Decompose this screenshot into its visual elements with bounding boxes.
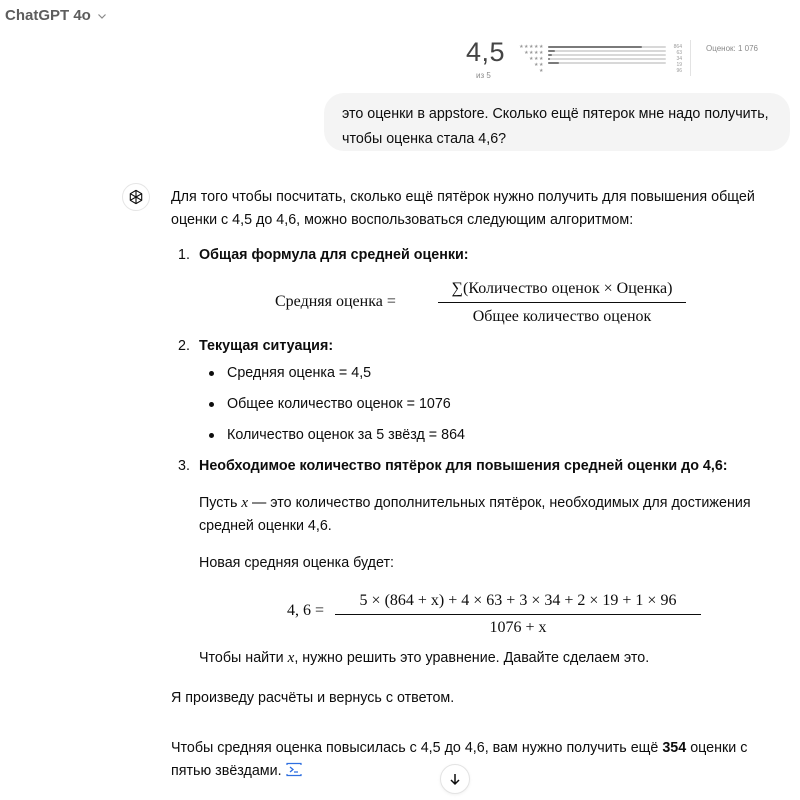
math-variable: x [241,495,249,511]
rating-bar-fill [548,50,555,52]
total-ratings-label: Оценок: 1 076 [706,44,758,53]
step-3-paragraph-1 [171,492,771,538]
rating-bar [548,46,666,48]
step-3-paragraph-3 [171,647,771,670]
text: оценки с пятью звёздами. [171,740,748,779]
arrow-down-icon [448,772,462,786]
list-item: Общее количество оценок = 1076 [199,393,771,416]
stars-column [516,44,544,74]
rating-bar-fill [548,62,559,64]
current-situation-list [171,362,771,447]
step-3-paragraph-2: Новая средняя оценка будет: [199,555,395,571]
step-2 [171,335,771,358]
text: Чтобы средняя оценка повысилась с 4,5 до 4,6, вам нужно получить ещё [171,740,663,756]
step-3 [171,455,771,478]
final-number: 354 [662,740,687,756]
text: Пусть [199,495,242,511]
rating-of-label: из 5 [476,71,491,80]
step-number: 2. [178,338,190,354]
rating-bar [548,54,666,56]
model-name: ChatGPT 4o [5,7,91,24]
rating-bar-fill [548,58,550,60]
list-item: Средняя оценка = 4,5 [199,362,771,385]
new-average-formula [171,589,771,636]
average-formula [171,275,771,331]
assistant-message [171,186,771,795]
formula-lhs: Средняя оценка = [275,293,396,310]
formula-numerator: 5 × (864 + x) + 4 × 63 + 3 × 34 + 2 × 19 + 1 × 96 [335,589,701,615]
formula-denominator: 1076 + x [489,619,547,636]
counts-column [668,44,682,74]
formula-numerator: ∑(Количество оценок × Оценка) [438,277,686,303]
attachment-divider [690,40,691,76]
rating-count: 34 [676,56,682,62]
calc-note: Я произведу расчёты и вернусь с ответом. [171,690,455,706]
rating-value: 4,5 [466,37,506,67]
text: , нужно решить это уравнение. Давайте сделаем это. [294,650,650,666]
star-row: ★ [539,68,544,74]
step-title: Необходимое количество пятёрок для повышения средней оценки до 4,6: [199,458,728,474]
rating-bars [548,44,666,66]
code-interpreter-icon[interactable] [285,762,303,777]
rating-bar-fill [548,46,642,48]
rating-count: 96 [676,68,682,74]
math-variable: x [287,650,295,666]
user-message-bubble: это оценки в appstore. Сколько ещё пятерок мне надо получить, чтобы оценка стала 4,6? [324,93,790,151]
star-row: ★★ [534,62,544,68]
step-number: 3. [178,458,190,474]
rating-count: 63 [676,50,682,56]
rating-screenshot-attachment[interactable] [462,36,762,88]
formula-denominator: Общее количество оценок [472,308,652,325]
text: Чтобы найти [199,650,288,666]
rating-bar-fill [548,54,552,56]
answer-intro: Для того чтобы посчитать, сколько ещё пятёрок нужно получить для повышения общей оценки с 4,5 до 4,6, можно воспользоваться следующим алгоритмом: [171,189,755,228]
final-answer [171,737,771,783]
step-title: Текущая ситуация: [199,338,334,354]
openai-logo-icon [122,183,150,211]
formula-lhs: 4, 6 = [287,602,325,619]
rating-count: 19 [676,62,682,68]
rating-count: 864 [673,44,682,50]
text: — это количество дополнительных пятёрок, необходимых для достижения средней оценки 4,6. [199,495,751,534]
list-item: Количество оценок за 5 звёзд = 864 [199,424,771,447]
step-1 [171,244,771,267]
formula-fraction [438,277,686,328]
rating-bar [548,58,666,60]
chevron-down-icon [97,11,107,21]
formula-fraction [335,589,701,639]
step-number: 1. [178,247,190,263]
star-row: ★★★★★ [519,44,544,50]
scroll-down-button[interactable] [440,764,470,794]
star-row: ★★★ [529,56,544,62]
rating-bar [548,62,666,64]
step-title: Общая формула для средней оценки: [199,247,469,263]
rating-bar [548,50,666,52]
star-row: ★★★★ [524,50,544,56]
model-selector[interactable] [5,7,107,24]
